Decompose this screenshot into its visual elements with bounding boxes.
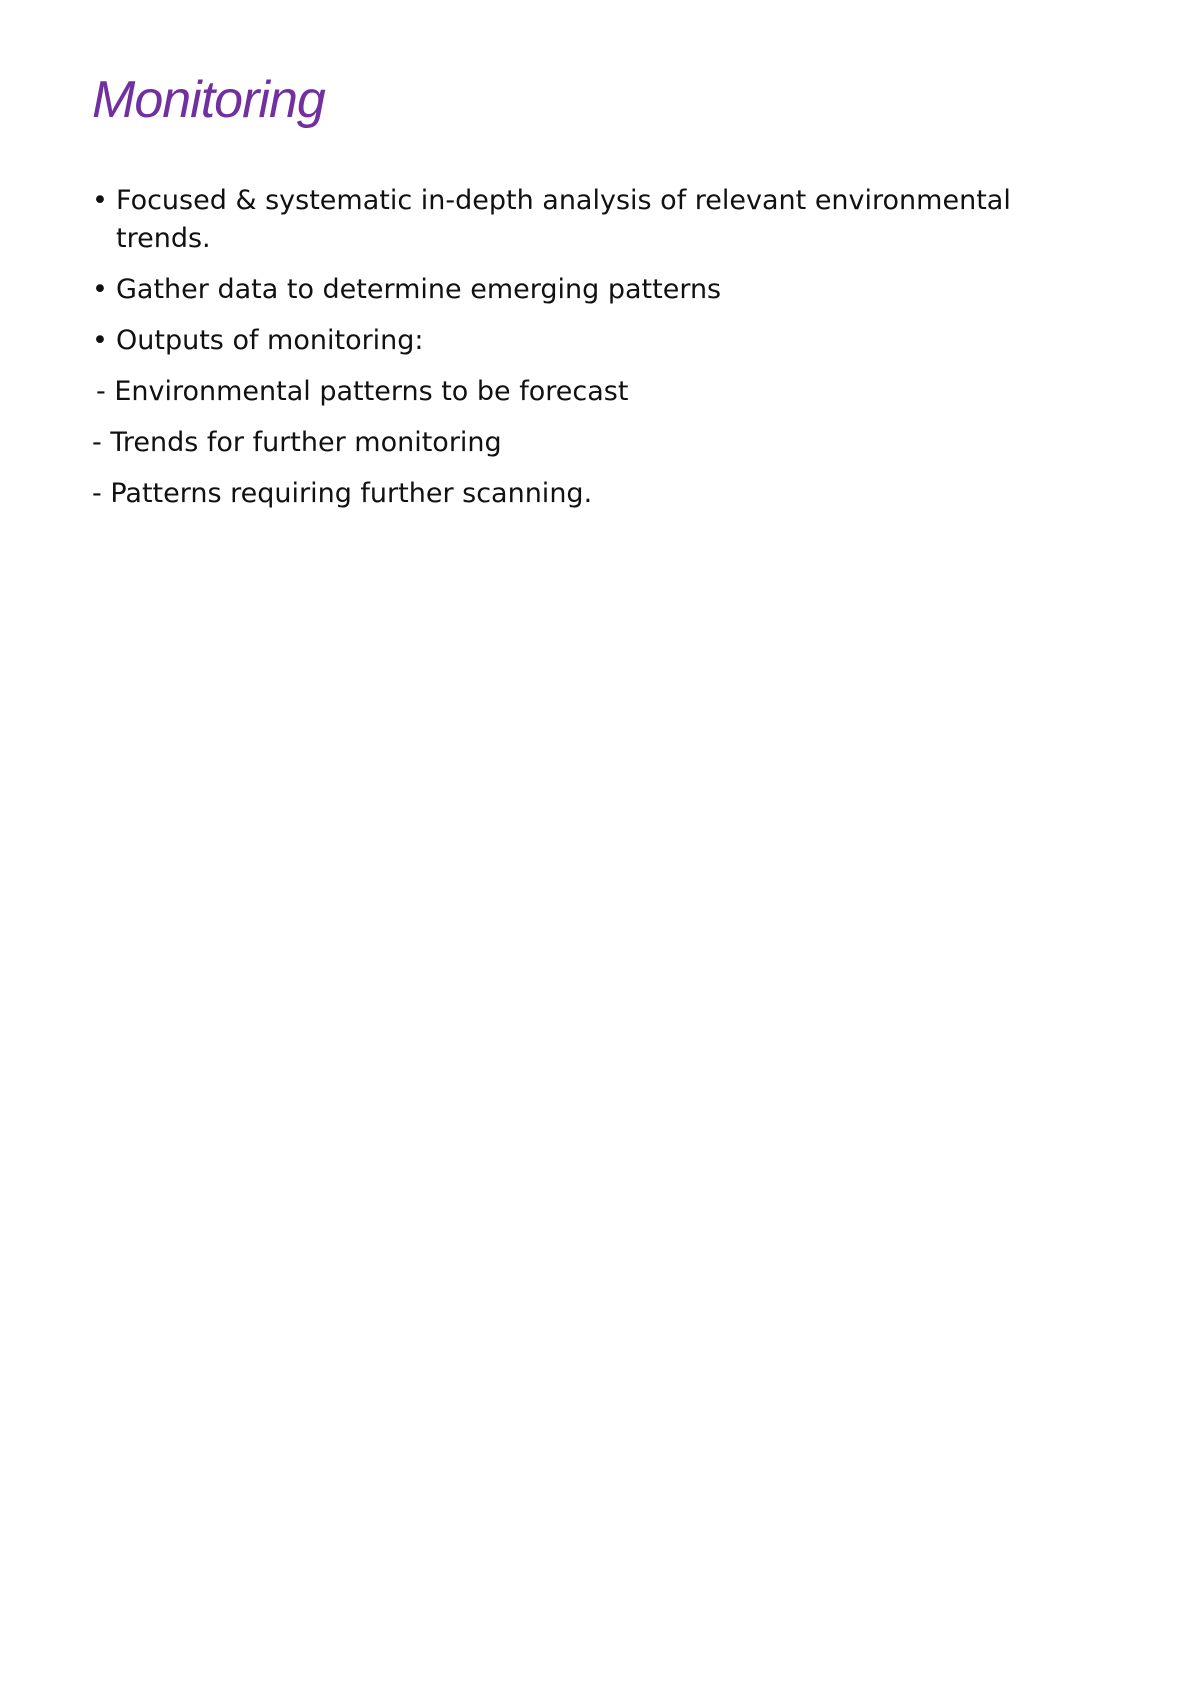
sub-item: - Environmental patterns to be forecast	[96, 376, 629, 407]
bullet-dot-icon: •	[92, 274, 108, 305]
sub-item: - Patterns requiring further scanning.	[92, 478, 593, 509]
bullet-dot-icon: •	[92, 185, 108, 216]
page-title: Monitoring	[92, 71, 325, 129]
bullet-text: Focused & systematic in-depth analysis of relevant environmental trends.	[116, 185, 1011, 254]
bullet-item	[92, 271, 1092, 309]
bullet-item	[92, 322, 1092, 360]
bullet-text: Gather data to determine emerging patterns	[116, 274, 722, 305]
bullet-item	[92, 182, 1092, 258]
content-body	[92, 182, 1092, 526]
bullet-text: Outputs of monitoring:	[116, 325, 424, 356]
sub-list	[92, 373, 1092, 513]
bullet-dot-icon: •	[92, 325, 108, 356]
bullet-list	[92, 182, 1092, 360]
sub-item: - Trends for further monitoring	[92, 427, 502, 458]
